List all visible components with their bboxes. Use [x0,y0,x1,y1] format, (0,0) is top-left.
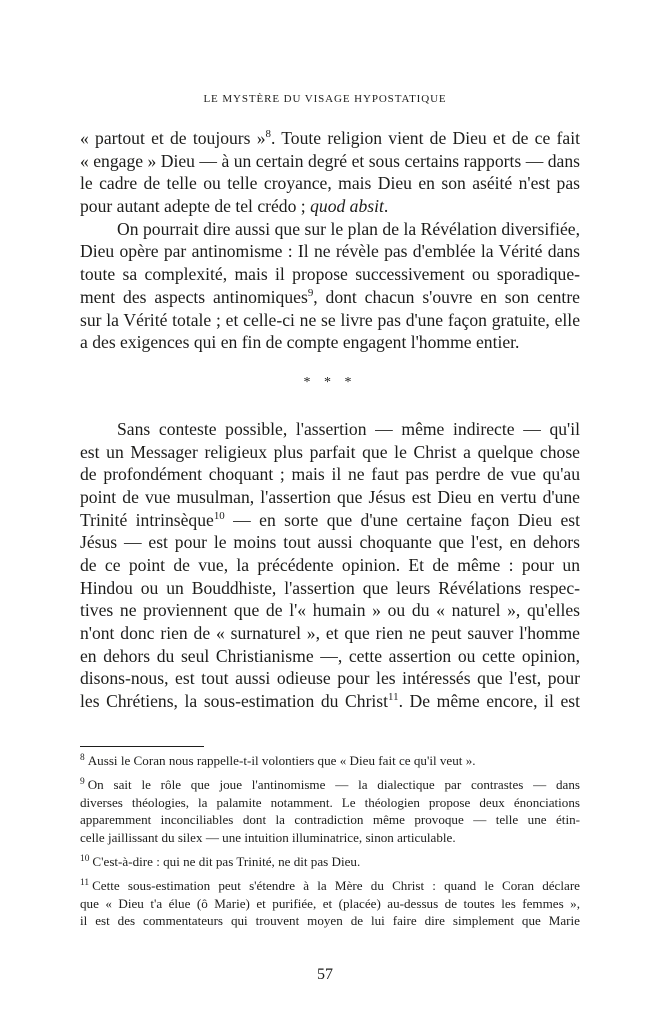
footnote-9 [80,776,580,846]
text-line: ment des aspects antinomiques$^9$, dont chacun s'ouvre en son centre [80,286,580,307]
footnote-number: 9 [80,777,85,788]
footnote-number: 8 [80,752,85,763]
footnote-8 [80,752,580,769]
text-line: les Chrétiens, la sous-estimation du Christ$^{11}$. De même encore, il est [80,691,580,712]
text-line: est un Messager religieux plus parfait que le Christ a quelque chose [80,441,580,462]
footnote-line: apparemment inconciliables dont la contradiction même provoque — telle une étin- [80,812,580,828]
text-line: sur la Vérité totale ; et celle-ci ne se livre pas d'une façon gratuite, elle [80,309,580,330]
text-line: Hindou ou un Bouddhiste, l'assertion que leurs Révélations respec- [80,577,580,598]
footnote-ref-8[interactable]: 8 [265,128,271,141]
text-line: de ce point de vue, la précédente opinion. Et de même : pour un [80,555,580,575]
footnote-line: que « Dieu t'a élue (ô Marie) et purifiée, et (placée) au-dessus de toutes les femmes », [80,895,580,911]
text-line: pour autant adepte de tel crédo ; quod absit. [80,196,389,217]
footnote-line: il est des commentateurs qui trouvent moyen de lui faire dire simplement que Marie [80,913,580,929]
text-line: Sans conteste possible, l'assertion — même indirecte — qu'il [117,418,580,439]
paragraph-1 [80,127,580,218]
footnote-line: $^{10}$ C'est-à-dire : qui ne dit pas Trinité, ne dit pas Dieu. [80,853,361,869]
footnotes [80,752,580,937]
footnote-ref-11[interactable]: 11 [388,691,399,704]
text-line: « partout et de toujours »$^8$. Toute religion vient de Dieu et de ce fait [80,128,580,148]
text-line: le cadre de telle ou telle croyance, mais Dieu en son aséité n'est pas [80,173,580,194]
footnote-line: celle jaillissant du silex — une intuition illuminatrice, sinon articulable. [80,829,456,845]
footnote-number: 11 [80,877,90,888]
latin-phrase: quod absit [310,196,384,217]
running-head: LE MYSTÈRE DU VISAGE HYPOSTATIQUE [203,93,447,105]
text-line: disons-nous, est tout aussi odieuse pour les intéressés que l'est, pour [80,668,580,689]
footnote-number: 10 [80,853,90,864]
footnote-11 [80,877,580,929]
footnote-line: $^{11}$ Cette sous-estimation peut s'étendre à la Mère du Christ : quand le Coran déclare [80,877,580,894]
section-separator: * * * [303,374,357,390]
text-line: Jésus — est pour le moins tout aussi choquante que l'est, en dehors [80,532,580,553]
page-number: 57 [317,966,333,983]
text-line: toute sa complexité, mais il propose successivement ou sporadique- [80,264,580,285]
main-text [80,127,580,713]
text-line: On pourrait dire aussi que sur le plan de la Révélation diversifiée, [117,218,580,239]
text-line: n'ont donc rien de « surnaturel », et que rien ne peut sauver l'homme [80,623,580,644]
text-line: Trinité intrinsèque$^{10}$ — en sorte que d'une certaine façon Dieu est [80,509,580,530]
footnote-10 [80,853,580,870]
footnote-rule [80,746,204,747]
text-line: tives ne proviennent que de l'« humain » ou du « naturel », qu'elles [80,600,580,621]
footnote-ref-9[interactable]: 9 [307,286,314,299]
text-line: Dieu opère par antinomisme : Il ne révèle pas d'emblée la Vérité dans [80,241,580,262]
footnote-line: $^8$ Aussi le Coran nous rappelle-t-il volontiers que « Dieu fait ce qu'il veut ». [80,752,476,768]
text-line: de profondément choquant ; mais il ne faut pas perdre de vue qu'au [80,464,580,485]
text-line: a des exigences qui en fin de compte engagent l'homme entier. [80,332,520,353]
paragraph-3 [80,418,580,713]
paragraph-2 [80,218,580,354]
footnote-line: diverses théologies, la palamite notamment. Le théologien propose deux énonciations [80,794,580,810]
text-line: « engage » Dieu — à un certain degré et sous certains rapports — dans [80,150,580,171]
footnote-line: $^9$ On sait le rôle que joue l'antinomisme — la dialectique par contrastes — dans [80,777,580,793]
text-line: point de vue musulman, l'assertion que Jésus est Dieu en vertu d'une [80,486,580,507]
text-line: en dehors du seul Christianisme —, cette assertion ou cette opinion, [80,645,580,666]
footnote-ref-10[interactable]: 10 [213,509,225,522]
